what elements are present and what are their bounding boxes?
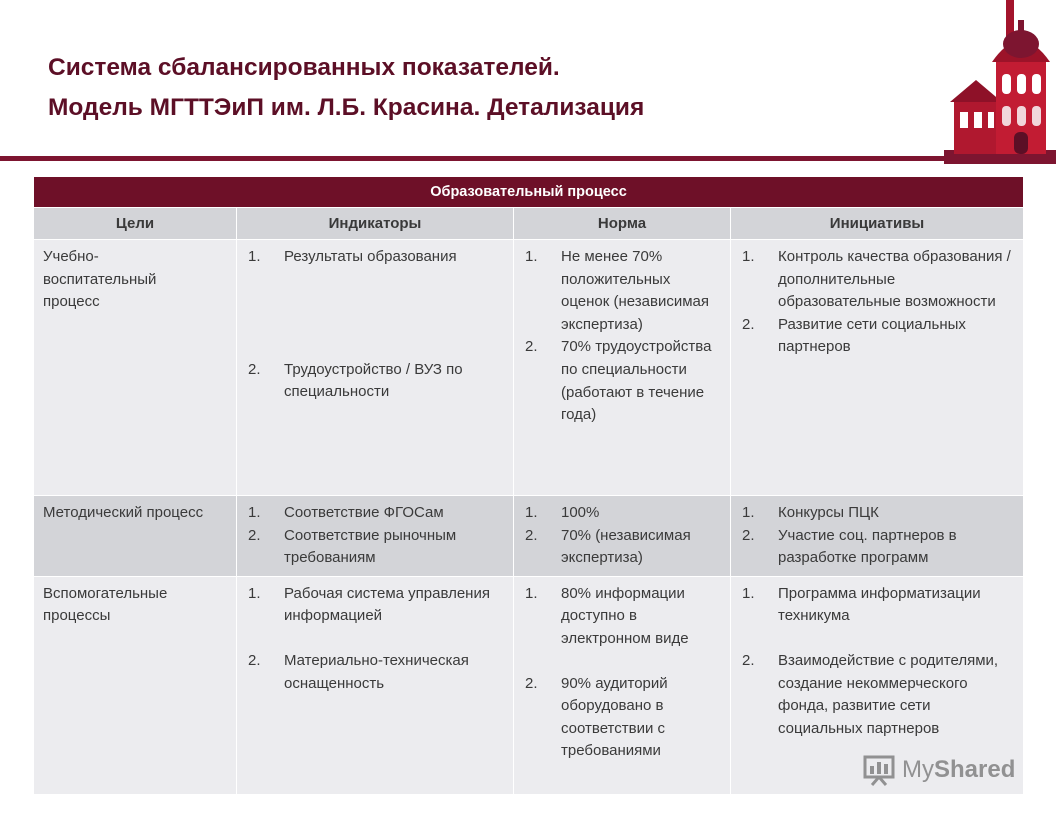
item-text: Программа информатизации техникума bbox=[778, 584, 981, 625]
norm-cell bbox=[514, 576, 731, 794]
item-number: 1. bbox=[742, 248, 755, 265]
presentation-board-icon bbox=[862, 754, 896, 786]
item-text: Соответствие рыночным требованиям bbox=[284, 526, 457, 567]
item-text: Конкурсы ПЦК bbox=[778, 504, 879, 521]
item-text: 80% информации доступно в электронном виде bbox=[561, 584, 689, 647]
list-item bbox=[523, 502, 722, 525]
table-row bbox=[34, 496, 1024, 577]
item-text: Соответствие ФГОСам bbox=[284, 504, 444, 521]
item-text: Развитие сети социальных партнеров bbox=[778, 315, 966, 356]
list-item bbox=[246, 246, 505, 269]
item-text: Контроль качества образования / дополнительные образовательные возможности bbox=[778, 248, 1011, 311]
initiatives-cell bbox=[731, 240, 1024, 496]
column-header-goals: Цели bbox=[34, 208, 237, 240]
item-text: 70% трудоустройства по специальности (работают в течение года) bbox=[561, 338, 712, 424]
list-item bbox=[246, 583, 505, 628]
list-item bbox=[740, 650, 1015, 740]
indicators-cell bbox=[237, 576, 514, 794]
item-text: Материально-техническая оснащенность bbox=[284, 651, 469, 692]
item-number: 2. bbox=[525, 338, 538, 356]
item-number: 1. bbox=[248, 504, 261, 521]
list-item bbox=[246, 359, 505, 404]
item-number: 2. bbox=[248, 651, 261, 669]
column-header-norm: Норма bbox=[514, 208, 731, 240]
norm-cell bbox=[514, 240, 731, 496]
item-number: 2. bbox=[248, 526, 261, 544]
goal-cell: Методический процесс bbox=[34, 496, 237, 577]
item-number: 2. bbox=[525, 526, 538, 544]
table-row bbox=[34, 240, 1024, 496]
norm-cell bbox=[514, 496, 731, 577]
church-logo-icon bbox=[944, 0, 1056, 164]
item-number: 1. bbox=[742, 504, 755, 521]
list-item bbox=[740, 525, 1015, 570]
list-item bbox=[246, 502, 505, 525]
list-item bbox=[523, 336, 722, 426]
slide-title-line-2: Модель МГТТЭиП им. Л.Б. Красина. Детализация bbox=[48, 94, 645, 121]
item-text: 70% (независимая экспертиза) bbox=[561, 526, 691, 567]
indicators-cell bbox=[237, 496, 514, 577]
list-item bbox=[523, 583, 722, 651]
item-text: Не менее 70% положительных оценок (независимая экспертиза) bbox=[561, 248, 709, 333]
myshared-watermark bbox=[862, 752, 1015, 788]
list-item bbox=[740, 314, 1015, 359]
item-number: 2. bbox=[248, 360, 261, 378]
item-number: 1. bbox=[525, 248, 538, 265]
item-text: Трудоустройство / ВУЗ по специальности bbox=[284, 360, 463, 401]
item-text: Результаты образования bbox=[284, 248, 457, 265]
item-number: 2. bbox=[525, 674, 538, 692]
item-number: 1. bbox=[248, 584, 261, 602]
title-divider bbox=[0, 156, 1056, 161]
initiatives-cell bbox=[731, 496, 1024, 577]
list-item bbox=[523, 246, 722, 336]
item-number: 1. bbox=[525, 584, 538, 602]
list-item bbox=[740, 502, 1015, 525]
list-item bbox=[740, 246, 1015, 314]
list-item bbox=[523, 673, 722, 763]
section-header: Образовательный процесс bbox=[34, 177, 1024, 208]
list-item bbox=[740, 583, 1015, 628]
item-number: 2. bbox=[742, 651, 755, 669]
item-text: Взаимодействие с родителями, создание некоммерческого фонда, развитие сети социальных партнеров bbox=[778, 651, 999, 737]
list-item bbox=[246, 650, 505, 695]
column-header-indicators: Индикаторы bbox=[237, 208, 514, 240]
goal-cell: Учебно- воспитательный процесс bbox=[34, 240, 237, 496]
goal-cell: Вспомогательные процессы bbox=[34, 576, 237, 794]
slide-title bbox=[48, 48, 908, 128]
item-text: 100% bbox=[561, 504, 600, 521]
item-text: Участие соц. партнеров в разработке программ bbox=[778, 526, 957, 567]
item-text: 90% аудиторий оборудовано в соответствии с требованиями bbox=[561, 674, 668, 760]
item-number: 1. bbox=[248, 248, 261, 265]
slide-title-line-1: Система сбалансированных показателей. bbox=[48, 54, 560, 81]
scorecard-table bbox=[33, 176, 1024, 795]
item-text: Рабочая система управления информацией bbox=[284, 584, 490, 625]
item-number: 1. bbox=[525, 504, 538, 521]
item-number: 2. bbox=[742, 526, 755, 544]
item-number: 1. bbox=[742, 584, 755, 602]
list-item bbox=[246, 525, 505, 570]
column-header-initiatives: Инициативы bbox=[731, 208, 1024, 240]
watermark-text: MyShared bbox=[902, 756, 1016, 783]
list-item bbox=[523, 525, 722, 570]
indicators-cell bbox=[237, 240, 514, 496]
item-number: 2. bbox=[742, 315, 755, 333]
